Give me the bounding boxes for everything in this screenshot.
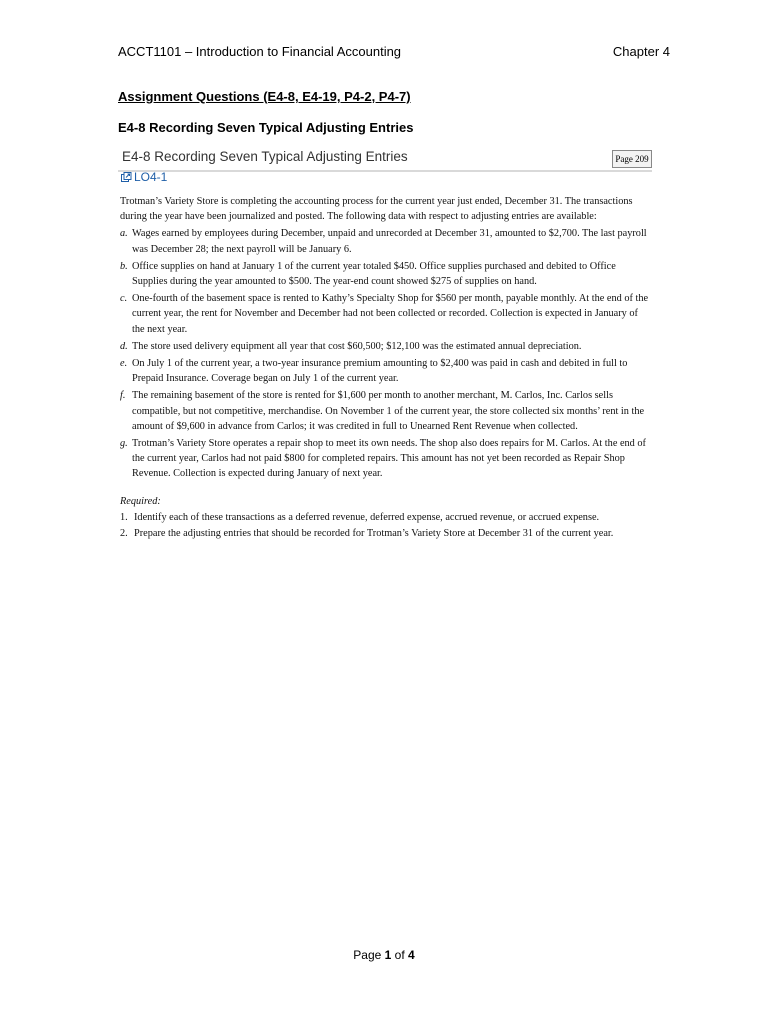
header-chapter: Chapter 4 bbox=[612, 44, 670, 59]
intro-paragraph: Trotman’s Variety Store is completing the accounting process for the current year just ended, December 31. The transactions during the year have been journalized and posted. The following data with respect to adjusting entries are available: bbox=[120, 196, 633, 223]
item-text: The remaining basement of the store is rented for $1,600 per month to another merchant, M. Carlos, Inc. Carlos sells compatible, but not competitive, merchandise. On November 1 of the current year, the store collected six months’ rent in the amount of $9,600 in advance from Carlos; it was credited in full to Unearned Rent Revenue when collected. bbox=[132, 390, 645, 432]
item-letter: c. bbox=[120, 293, 128, 305]
page-footer bbox=[0, 948, 768, 962]
footer-of-word: of bbox=[394, 948, 405, 962]
required-text: Prepare the adjusting entries that should be recorded for Trotman’s Variety Store at December 31 of the current year. bbox=[134, 528, 614, 540]
required-item bbox=[120, 510, 650, 525]
item-letter: d. bbox=[120, 340, 128, 352]
item-text: Trotman’s Variety Store operates a repair shop to meet its own needs. The shop also does repairs for M. Carlos. At the end of the current year, Carlos had not paid $800 for completed repairs. This amount has not yet been recorded as Repair Shop Revenue. Collection is expected during January of next year. bbox=[132, 438, 646, 480]
item-letter: a. bbox=[120, 228, 128, 240]
excerpt-body bbox=[120, 194, 650, 541]
item-letter: f. bbox=[120, 390, 126, 402]
required-item bbox=[120, 526, 650, 541]
item-letter: b. bbox=[120, 260, 128, 272]
list-item bbox=[120, 339, 650, 354]
learning-objective-link[interactable] bbox=[121, 170, 167, 184]
required-number: 2. bbox=[120, 528, 128, 540]
footer-page-word: Page bbox=[353, 948, 382, 962]
required-heading: Required: bbox=[120, 495, 161, 507]
item-text: On July 1 of the current year, a two-year insurance premium amounting to $2,400 was paid in cash and debited in full to Prepaid Insurance. Coverage began on July 1 of the current year. bbox=[132, 358, 628, 385]
item-text: Wages earned by employees during December, unpaid and unrecorded at December 31, amounted to $2,700. The last payroll was December 28; the next payroll will be January 6. bbox=[132, 228, 647, 255]
assignment-title: Assignment Questions (E4-8, E4-19, P4-2, P4-7) bbox=[118, 89, 411, 104]
page-reference: Page 209 bbox=[612, 150, 652, 168]
section-title: E4-8 Recording Seven Typical Adjusting Entries bbox=[118, 120, 414, 135]
header-course: ACCT1101 – Introduction to Financial Accounting bbox=[118, 44, 402, 59]
item-text: One-fourth of the basement space is rented to Kathy’s Specialty Shop for $560 per month, payable monthly. At the end of the current year, the rent for November and December had not been collected or recorded. Collection is expected in January of the next year. bbox=[132, 293, 649, 335]
required-text: Identify each of these transactions as a deferred revenue, deferred expense, accrued revenue, or accrued expense. bbox=[134, 511, 600, 523]
learning-objective-label: LO4-1 bbox=[134, 170, 168, 184]
excerpt-divider bbox=[118, 170, 652, 172]
list-item bbox=[120, 291, 650, 337]
item-letter: g. bbox=[120, 438, 128, 450]
list-item bbox=[120, 259, 650, 289]
item-letter: e. bbox=[120, 358, 128, 370]
external-link-icon bbox=[121, 172, 132, 183]
footer-page-number: 1 bbox=[384, 948, 392, 962]
item-text: The store used delivery equipment all year that cost $60,500; $12,100 was the estimated annual depreciation. bbox=[132, 340, 582, 352]
list-item bbox=[120, 388, 650, 434]
excerpt-heading: E4-8 Recording Seven Typical Adjusting Entries bbox=[122, 149, 408, 164]
list-item bbox=[120, 356, 650, 386]
footer-page-total: 4 bbox=[408, 948, 415, 962]
list-item bbox=[120, 436, 650, 482]
textbook-excerpt bbox=[118, 146, 652, 580]
item-text: Office supplies on hand at January 1 of the current year totaled $450. Office supplies purchased and debited to Office Supplies during the year amounted to $500. The year-end count showed $275 of supplies on hand. bbox=[132, 260, 616, 288]
required-number: 1. bbox=[120, 511, 128, 523]
list-item bbox=[120, 226, 650, 256]
